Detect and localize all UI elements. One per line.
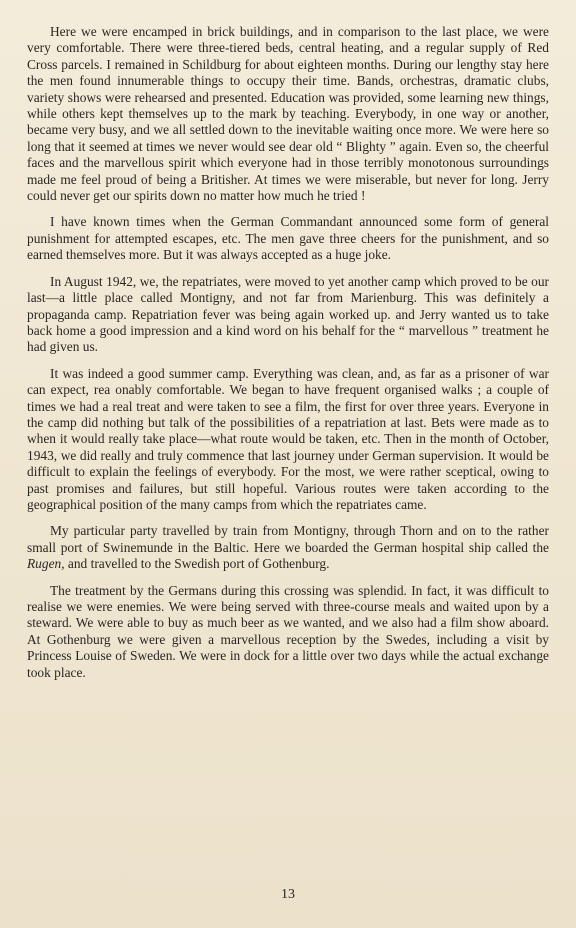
page-number: 13 [281,887,295,902]
paragraph: The treatment by the Germans during this crossing was splendid. In fact, it was difficult to realise we were enemies. We were being served with three-course meals and waited upon by a steward. We were able to buy as much beer as we wanted, and we also had a film show aboard. At Gothenburg we were given a marvellous reception by the Swedes, including a visit by Princess Louise of Sweden. We were in dock for a little over two days while the actual exchange took place. [27,582,549,680]
ship-name: Rugen [27,556,62,572]
paragraph: I have known times when the German Commandant announced some form of general punishment for attempted escapes, etc. The men gave three cheers for the punishment, and so earned themselves more. But it was always accepted as a huge joke. [27,214,549,263]
paragraph: My particular party travelled by train from Montigny, through Thorn and on to the rather small port of Swinemunde in the Baltic. Here we boarded the German hospital ship called the Rugen, and travelled to the Swedish port of Gothenburg. [27,523,549,572]
paragraph: Here we were encamped in brick buildings, and in comparison to the last place, we were very comfortable. There were three-tiered beds, central heating, and a regular supply of Red Cross parcels. I remained in Schildburg for about eighteen months. During our lengthy stay here the men found innumerable things to occupy their time. Bands, orchestras, dramatic clubs, variety shows were rehearsed and presented. Education was provided, some learning new things, while others kept themselves up to the mark by teaching. Everybody, in one way or another, became very busy, and we all settled down to the inevitable waiting once more. We were here so long that it seemed at times we never would see dear old “ Blighty ” again. Even so, the cheerful faces and the marvellous spirit which everyone had in those terribly monotonous surroundings made me feel proud of being a Britisher. At times we were miserable, but never for long. Jerry could never get our spirits down no matter how much he tried ! [27,24,549,204]
paragraph: In August 1942, we, the repatriates, were moved to yet another camp which proved to be our last—a little place called Montigny, and not far from Marienburg. This was definitely a propaganda camp. Repatriation fever was being again worked up. and Jerry wanted us to take back home a good impression and a kind word on his behalf for the “ marvellous ” treatment he had given us. [27,273,549,355]
body-text [27,24,549,681]
paragraph: It was indeed a good summer camp. Everything was clean, and, as far as a prisoner of war can expect, rea onably comfortable. We began to have frequent organised walks ; a couple of times we had a real treat and were taken to see a film, the first for over three years. Everyone in the camp did nothing but talk of the possibilities of a repatriation at last. Bets were made as to when it would really take place—what route would be taken, etc. Then in the month of October, 1943, we did really and truly commence that last journey under German supervision. It would be difficult to explain the feelings of everybody. For the most, we were rather sceptical, owing to past promises and failures, but still hopeful. Various routes were taken according to the geographical position of the many camps from which the repatriates came. [27,365,549,512]
